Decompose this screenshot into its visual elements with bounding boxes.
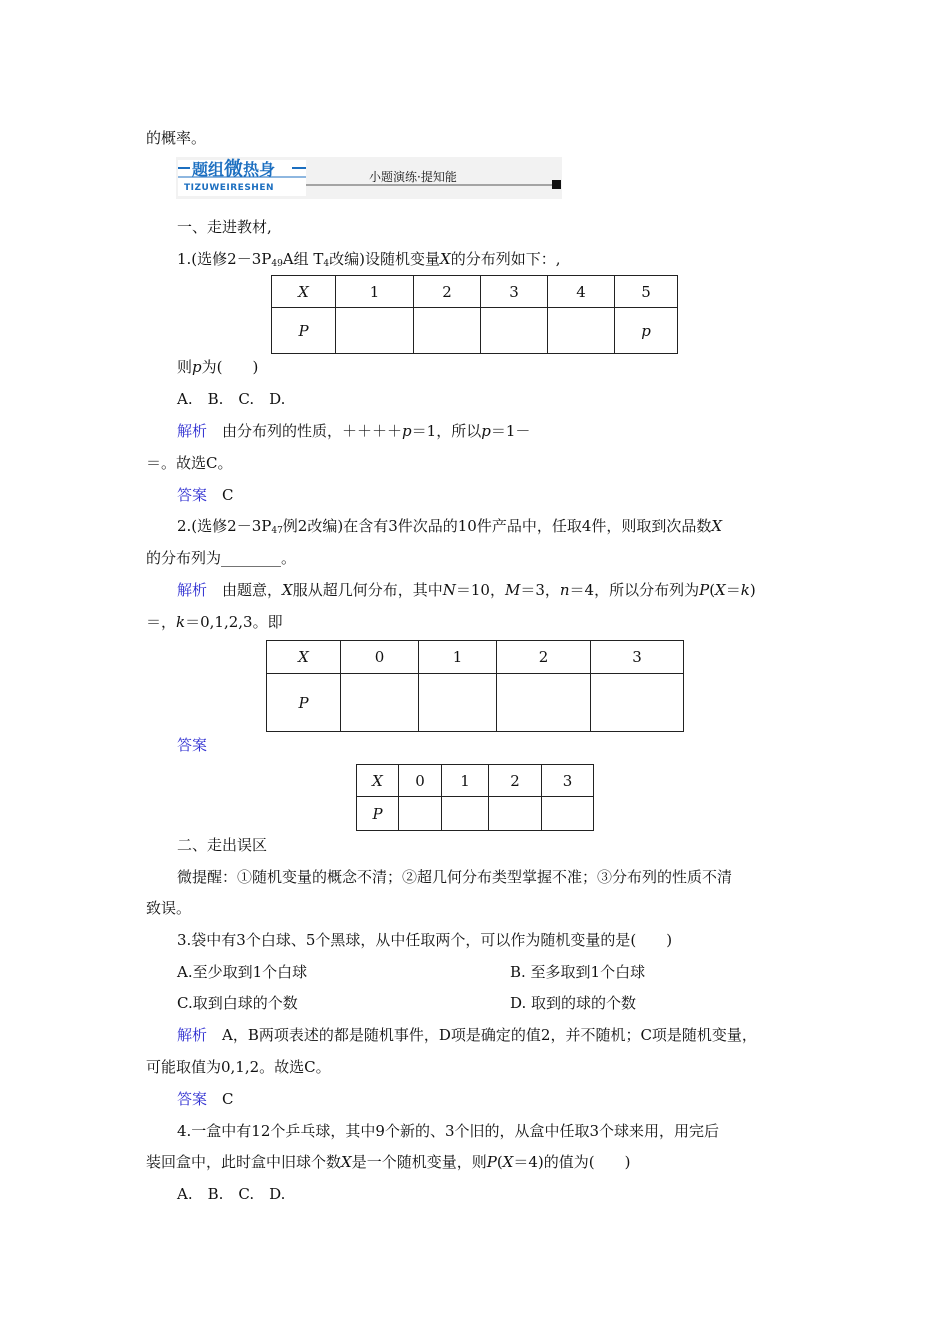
intro-line: 的概率。 bbox=[146, 129, 207, 147]
q1-stem: 1.(选修$2-3P_{49}A$组 $T_4$改编)设随机变量X的分布列如下：, bbox=[177, 250, 561, 269]
table-cell bbox=[419, 674, 497, 732]
section-1-heading: 一、走进教材, bbox=[177, 218, 272, 236]
table-cell bbox=[336, 308, 414, 354]
table-cell: 4 bbox=[548, 276, 615, 308]
table-cell: X bbox=[357, 765, 399, 797]
q3-option-d: D. 取到的球的个数 bbox=[510, 994, 637, 1012]
q3-answer: 答案 C bbox=[177, 1090, 234, 1108]
table-cell: 3 bbox=[591, 641, 684, 674]
table-cell: X bbox=[272, 276, 336, 308]
table-cell: 2 bbox=[414, 276, 481, 308]
q1-question: 则p为( ) bbox=[177, 358, 259, 376]
q2-stem: 2.(选修$2-3P_{47}$例2改编)在含有3件次品的10件产品中，任取4件，则取到次品数X bbox=[177, 517, 723, 536]
banner-pinyin: TIZUWEIRESHEN bbox=[184, 183, 275, 193]
q3-jiexi-cont: 可能取值为0,1,2。故选C。 bbox=[146, 1058, 331, 1076]
q2-jiexi-cont: ＝，k＝0,1,2,3。即 bbox=[146, 613, 283, 631]
table-cell: 2 bbox=[489, 765, 542, 797]
q3-stem: 3.袋中有3个白球、5个黑球，从中任取两个，可以作为随机变量的是( ) bbox=[177, 931, 673, 949]
table-cell: P bbox=[272, 308, 336, 354]
tip-line: 微提醒：①随机变量的概念不清；②超几何分布类型掌握不准；③分布列的性质不清 bbox=[177, 868, 733, 886]
table-cell bbox=[341, 674, 419, 732]
q4-stem-cont: 装回盒中，此时盒中旧球个数X是一个随机变量，则P(X＝4)的值为( ) bbox=[146, 1153, 631, 1171]
table-cell: 5 bbox=[615, 276, 678, 308]
q3-option-c: C.取到白球的个数 bbox=[177, 994, 298, 1012]
table-cell bbox=[591, 674, 684, 732]
q4-stem: 4.一盒中有12个乒乓球，其中9个新的、3个旧的，从盒中任取3个球来用，用完后 bbox=[177, 1122, 720, 1140]
section-2-heading: 二、走出误区 bbox=[177, 836, 268, 854]
table-cell: 3 bbox=[481, 276, 548, 308]
q1-answer: 答案 C bbox=[177, 486, 234, 504]
table-cell bbox=[399, 797, 442, 831]
table-cell: 1 bbox=[336, 276, 414, 308]
q1-options: A. B. C. D. bbox=[177, 390, 286, 408]
table-cell bbox=[442, 797, 489, 831]
section-banner bbox=[176, 157, 562, 199]
table-cell bbox=[489, 797, 542, 831]
q2-answer: 答案 bbox=[177, 736, 208, 754]
q2-jiexi: 解析 由题意，X服从超几何分布，其中N＝10，M＝3，n＝4，所以分布列为P(X＝k) bbox=[177, 581, 756, 599]
q1-jiexi: 解析 由分布列的性质，＋＋＋＋p＝1，所以p＝1－ bbox=[177, 422, 531, 440]
q2-stem-cont: 的分布列为________。 bbox=[146, 549, 297, 567]
q3-jiexi: 解析 A，B两项表述的都是随机事件，D项是确定的值2，并不随机；C项是随机变量， bbox=[177, 1026, 757, 1044]
table-cell bbox=[548, 308, 615, 354]
table-cell: 1 bbox=[442, 765, 489, 797]
table-cell bbox=[542, 797, 594, 831]
tip-line-cont: 致误。 bbox=[146, 899, 192, 917]
q3-option-a: A.至少取到1个白球 bbox=[177, 963, 308, 981]
table-cell bbox=[414, 308, 481, 354]
table-cell: 1 bbox=[419, 641, 497, 674]
table-cell bbox=[481, 308, 548, 354]
q3-option-b: B. 至多取到1个白球 bbox=[510, 963, 646, 981]
table-cell: 3 bbox=[542, 765, 594, 797]
table-cell: P bbox=[267, 674, 341, 732]
q1-distribution-table bbox=[271, 275, 678, 354]
table-cell: 0 bbox=[341, 641, 419, 674]
table-cell: P bbox=[357, 797, 399, 831]
banner-title: 题组微热身 bbox=[192, 158, 276, 180]
table-cell: 0 bbox=[399, 765, 442, 797]
banner-subtitle: 小题演练·提知能 bbox=[369, 170, 457, 184]
q2-distribution-table bbox=[266, 640, 684, 732]
q4-options: A. B. C. D. bbox=[177, 1185, 286, 1203]
table-cell: X bbox=[267, 641, 341, 674]
q2-answer-table bbox=[356, 764, 594, 831]
table-cell bbox=[497, 674, 591, 732]
table-cell: p bbox=[615, 308, 678, 354]
q1-jiexi-cont: ＝。故选C。 bbox=[146, 454, 233, 472]
table-cell: 2 bbox=[497, 641, 591, 674]
